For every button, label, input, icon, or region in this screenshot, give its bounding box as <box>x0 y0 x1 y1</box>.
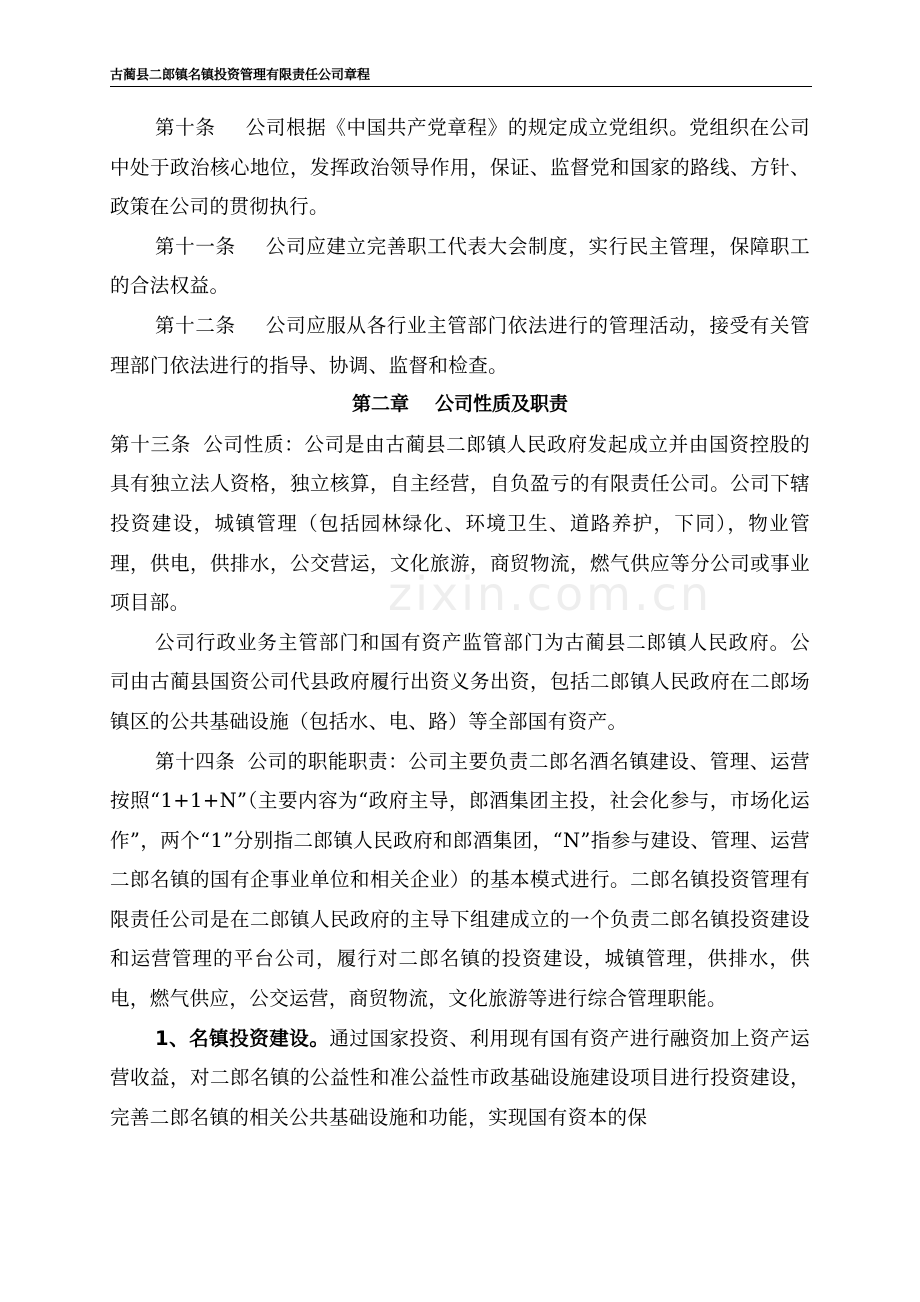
article-13 <box>110 425 810 623</box>
chapter-title: 公司性质及职责 <box>435 393 569 416</box>
paragraph-admin: 公司行政业务主管部门和国有资产监管部门为古蔺县二郎镇人民政府。公司由古蔺县国资公司代县政府履行出资义务出资，包括二郎镇人民政府在二郎场镇区的公共基础设施（包括水、电、路）等全部国有资产。 <box>110 630 810 733</box>
document-body <box>110 108 810 1137</box>
article-text: 公司的职能职责：公司主要负责二郎名酒名镇建设、管理、运营按照“1+1+N”（主要内容为“政府主导，郎酒集团主投，社会化参与，市场化运作”，两个“1”分别指二郎镇人民政府和郎酒集团，“N”指参与建设、管理、运营二郎名镇的国有企事业单位和相关企业）的基本模式进行。二郎名镇投资管理有限责任公司是在二郎镇人民政府的主导下组建成立的一个负责二郎名镇投资建设和运营管理的平台公司，履行对二郎名镇的投资建设，城镇管理，供排水，供电，燃气供应，公交运营，商贸物流，文化旅游等进行综合管理职能。 <box>110 749 810 1011</box>
article-label: 第十条 <box>155 116 216 139</box>
page-header <box>110 64 812 87</box>
list-item-text: 通过国家投资、利用现有国有资产进行融资加上资产运营收益，对二郎名镇的公益性和准公益性市政基础设施建设项目进行投资建设，完善二郎名镇的相关公共基础设施和功能，实现国有资本的保 <box>110 1026 810 1129</box>
document-title: 古蔺县二郎镇名镇投资管理有限责任公司章程 <box>110 68 371 83</box>
article-label: 第十一条 <box>155 234 236 258</box>
list-item-label: 1、名镇投资建设。 <box>155 1026 330 1050</box>
article-text: 公司应建立完善职工代表大会制度，实行民主管理，保障职工的合法权益。 <box>110 234 810 298</box>
article-label: 第十四条 <box>155 749 236 773</box>
article-text: 公司性质：公司是由古蔺县二郎镇人民政府发起成立并由国资控股的具有独立法人资格，独立核算，自主经营，自负盈亏的有限责任公司。公司下辖投资建设，城镇管理（包括园林绿化、环境卫生、道路养护，下同），物业管理，供电，供排水，公交营运，文化旅游，商贸物流，燃气供应等分公司或事业项目部。 <box>110 432 810 615</box>
chapter-number: 第二章 <box>351 393 409 416</box>
article-text: 公司应服从各行业主管部门依法进行的管理活动，接受有关管理部门依法进行的指导、协调、监督和检查。 <box>110 313 810 377</box>
article-label: 第十三条 <box>110 432 191 456</box>
chapter-heading <box>110 385 810 425</box>
article-text: 公司根据《中国共产党章程》的规定成立党组织。党组织在公司中处于政治核心地位，发挥政治领导作用，保证、监督党和国家的路线、方针、政策在公司的贯彻执行。 <box>110 116 810 219</box>
article-14 <box>110 742 810 1019</box>
list-item-1 <box>110 1019 810 1138</box>
article-12 <box>110 306 810 385</box>
article-label: 第十二条 <box>155 313 236 337</box>
article-10 <box>110 108 810 227</box>
watermark: zixin.com.cn <box>388 567 713 621</box>
article-11 <box>110 227 810 306</box>
